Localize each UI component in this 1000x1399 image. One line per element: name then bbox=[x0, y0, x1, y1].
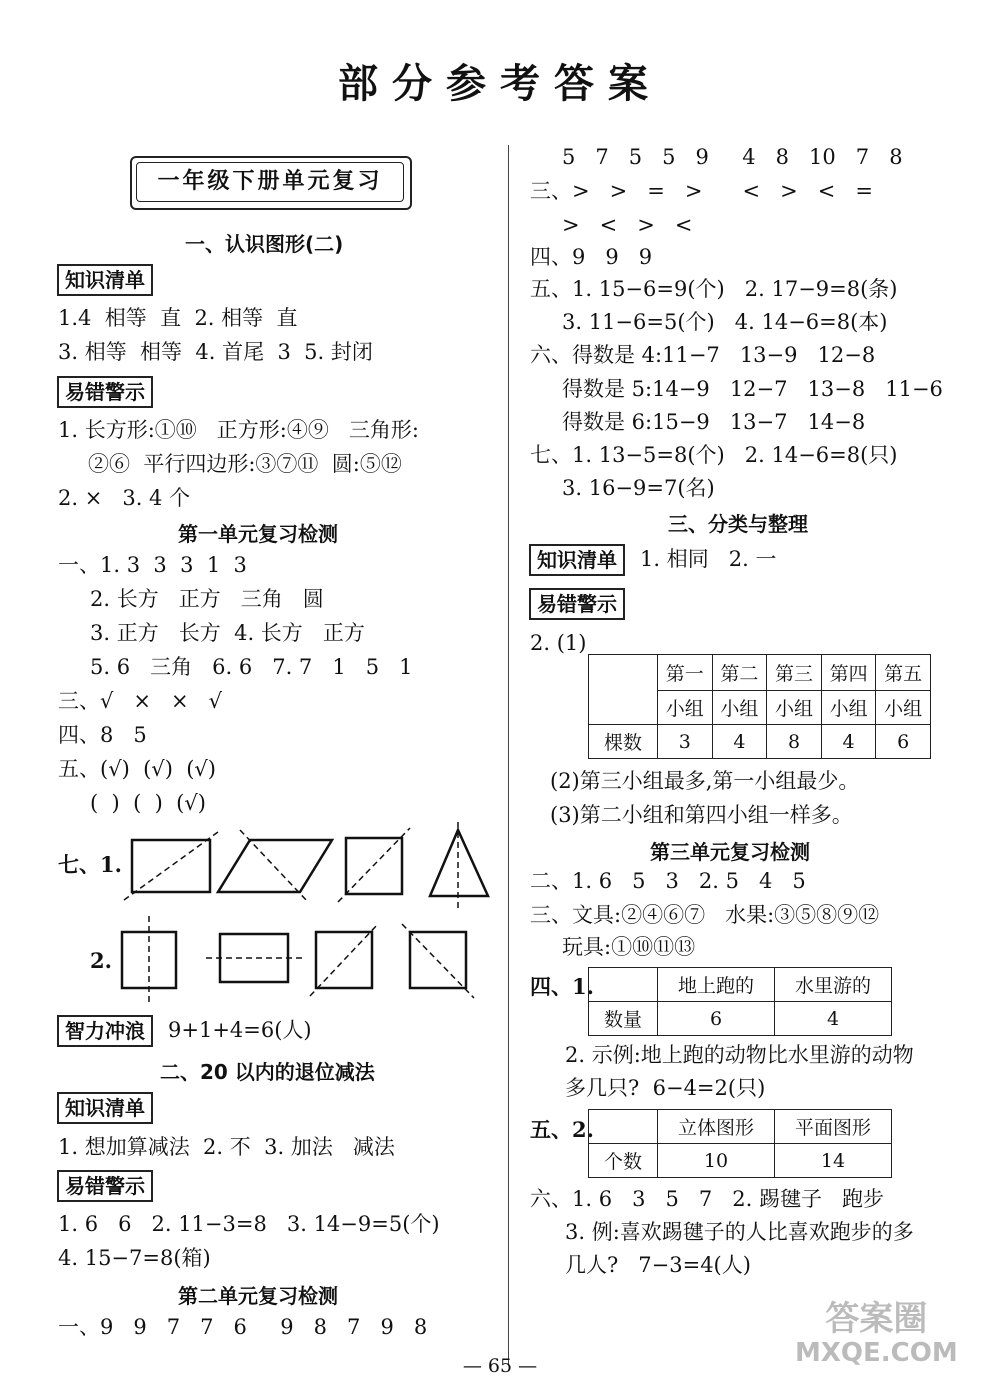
table-header-cell: 第五 bbox=[876, 655, 931, 691]
table-cell: 6 bbox=[876, 725, 931, 759]
table-header-cell: 平面图形 bbox=[775, 1110, 892, 1144]
answer-line: 1.4 相等 直 2. 相等 直 bbox=[58, 306, 298, 330]
answer-line: 五、1. 15−6=9(个) 2. 17−9=8(条) bbox=[530, 277, 898, 301]
tag-error-warning: 易错警示 bbox=[57, 1170, 153, 1202]
symmetry-figures-row2 bbox=[110, 912, 490, 1004]
table-cell: 4 bbox=[775, 1002, 892, 1036]
answer-line: (3)第二小组和第四小组一样多。 bbox=[550, 803, 853, 827]
watermark-text: 答案圈 bbox=[825, 1299, 928, 1339]
section3-title: 三、分类与整理 bbox=[668, 512, 808, 536]
answer-line: 9+1+4=6(人) bbox=[168, 1018, 312, 1042]
answer-line: 三、文具:②④⑥⑦ 水果:③⑤⑧⑨⑫ bbox=[530, 903, 880, 927]
answer-line: 3. 11−6=5(个) 4. 14−6=8(本) bbox=[562, 310, 888, 334]
answer-line: 三、> > = > < > < = bbox=[530, 179, 873, 203]
answer-label: 四、1. bbox=[530, 974, 594, 999]
answer-line: 3. 例:喜欢踢毽子的人比喜欢跑步的多 bbox=[565, 1220, 914, 1244]
table-animals bbox=[588, 967, 892, 1036]
table-header-cell: 立体图形 bbox=[658, 1110, 775, 1144]
answer-line: 得数是 5:14−9 12−7 13−8 11−6 bbox=[562, 377, 943, 401]
answer-line: 玩具:①⑩⑪⑬ bbox=[562, 935, 696, 959]
test1-title: 第一单元复习检测 bbox=[178, 522, 338, 546]
table-corner-cell bbox=[589, 1110, 658, 1144]
answer-line: 六、1. 6 3 5 7 2. 踢毽子 跑步 bbox=[530, 1187, 884, 1211]
table-header-cell: 第三 bbox=[767, 655, 822, 691]
answer-line: 七、1. 13−5=8(个) 2. 14−6=8(只) bbox=[530, 443, 898, 467]
tag-error-warning: 易错警示 bbox=[57, 376, 153, 408]
section2-title: 二、20 以内的退位减法 bbox=[160, 1060, 375, 1084]
table-cell: 8 bbox=[767, 725, 822, 759]
answer-line: ( ) ( ) (√) bbox=[90, 791, 206, 815]
answer-line: 二、1. 6 5 3 2. 5 4 5 bbox=[530, 869, 806, 893]
column-divider bbox=[508, 145, 509, 1365]
answer-line: (2)第三小组最多,第一小组最少。 bbox=[550, 769, 860, 793]
table-cell: 14 bbox=[775, 1144, 892, 1178]
table-tree-counts bbox=[588, 654, 931, 759]
table-cell: 6 bbox=[658, 1002, 775, 1036]
page-number: — 65 — bbox=[462, 1355, 538, 1377]
table-cell: 4 bbox=[712, 725, 767, 759]
answer-line: 得数是 6:15−9 13−7 14−8 bbox=[562, 410, 866, 434]
tag-knowledge-list: 知识清单 bbox=[57, 1092, 153, 1124]
answer-line: 2. × 3. 4 个 bbox=[58, 486, 191, 510]
table-cell: 4 bbox=[821, 725, 876, 759]
answer-line: 3. 正方 长方 4. 长方 正方 bbox=[90, 621, 365, 645]
answer-line: 多几只? 6−4=2(只) bbox=[565, 1076, 766, 1100]
answer-line: 5. 6 三角 6. 6 7. 7 1 5 1 bbox=[90, 655, 413, 679]
table-cell: 10 bbox=[658, 1144, 775, 1178]
table-header-cell: 小组 bbox=[821, 691, 876, 725]
answer-line: 几人? 7−3=4(人) bbox=[565, 1253, 751, 1277]
table-corner-cell bbox=[589, 655, 658, 725]
tag-error-warning: 易错警示 bbox=[529, 588, 625, 620]
answer-line: 2. 长方 正方 三角 圆 bbox=[90, 587, 324, 611]
answer-label: 2. bbox=[90, 948, 112, 973]
answer-line: 4. 15−7=8(箱) bbox=[58, 1246, 211, 1270]
table-header-cell: 小组 bbox=[876, 691, 931, 725]
table-row-label: 个数 bbox=[589, 1144, 658, 1178]
section1-title: 一、认识图形(二) bbox=[185, 232, 344, 256]
answer-line: 四、8 5 bbox=[58, 723, 147, 747]
answer-label: 七、1. bbox=[58, 852, 122, 877]
grade-box: 一年级下册单元复习 bbox=[136, 162, 404, 202]
symmetry-figures-row1 bbox=[110, 822, 490, 910]
table-row-label: 棵数 bbox=[589, 725, 658, 759]
page-title: 部分参考答案 bbox=[338, 61, 662, 107]
answer-line: 六、得数是 4:11−7 13−9 12−8 bbox=[530, 343, 876, 367]
answer-line: 一、1. 3 3 3 1 3 bbox=[58, 553, 247, 577]
table-corner-cell bbox=[589, 968, 658, 1002]
test2-title: 第二单元复习检测 bbox=[178, 1284, 338, 1308]
answer-line: 1. 想加算减法 2. 不 3. 加法 减法 bbox=[58, 1135, 395, 1159]
answer-line: 1. 长方形:①⑩ 正方形:④⑨ 三角形: bbox=[58, 418, 419, 442]
answer-line: 2. (1) bbox=[530, 631, 587, 655]
answer-line: ②⑥ 平行四边形:③⑦⑪ 圆:⑤⑫ bbox=[88, 452, 402, 476]
answer-line: 一、9 9 7 7 6 9 8 7 9 8 bbox=[58, 1315, 428, 1339]
answer-line: 3. 相等 相等 4. 首尾 3 5. 封闭 bbox=[58, 340, 373, 364]
table-header-cell: 水里游的 bbox=[775, 968, 892, 1002]
table-header-cell: 第二 bbox=[712, 655, 767, 691]
test3-title: 第三单元复习检测 bbox=[650, 840, 810, 864]
answer-line: 5 7 5 5 9 4 8 10 7 8 bbox=[562, 145, 903, 169]
tag-knowledge-list: 知识清单 bbox=[529, 544, 625, 576]
answer-line: > < > < bbox=[562, 213, 693, 237]
table-header-cell: 小组 bbox=[658, 691, 713, 725]
watermark-url: MXQE.COM bbox=[795, 1338, 958, 1368]
answer-label: 五、2. bbox=[530, 1117, 594, 1142]
answer-line: 2. 示例:地上跑的动物比水里游的动物 bbox=[565, 1043, 914, 1067]
table-header-cell: 小组 bbox=[712, 691, 767, 725]
tag-brain-teaser: 智力冲浪 bbox=[57, 1015, 153, 1047]
table-header-cell: 地上跑的 bbox=[658, 968, 775, 1002]
answer-line: 四、9 9 9 bbox=[530, 245, 653, 269]
table-header-cell: 第一 bbox=[658, 655, 713, 691]
table-row-label: 数量 bbox=[589, 1002, 658, 1036]
answer-line: 五、(√) (√) (√) bbox=[58, 757, 217, 781]
tag-knowledge-list: 知识清单 bbox=[57, 264, 153, 296]
table-header-cell: 小组 bbox=[767, 691, 822, 725]
table-cell: 3 bbox=[658, 725, 713, 759]
table-shapes bbox=[588, 1109, 892, 1178]
answer-line: 3. 16−9=7(名) bbox=[562, 476, 715, 500]
answer-line: 三、√ × × √ bbox=[58, 689, 223, 713]
answer-line: 1. 6 6 2. 11−3=8 3. 14−9=5(个) bbox=[58, 1212, 440, 1236]
table-header-cell: 第四 bbox=[821, 655, 876, 691]
answer-line: 1. 相同 2. 一 bbox=[640, 547, 777, 571]
